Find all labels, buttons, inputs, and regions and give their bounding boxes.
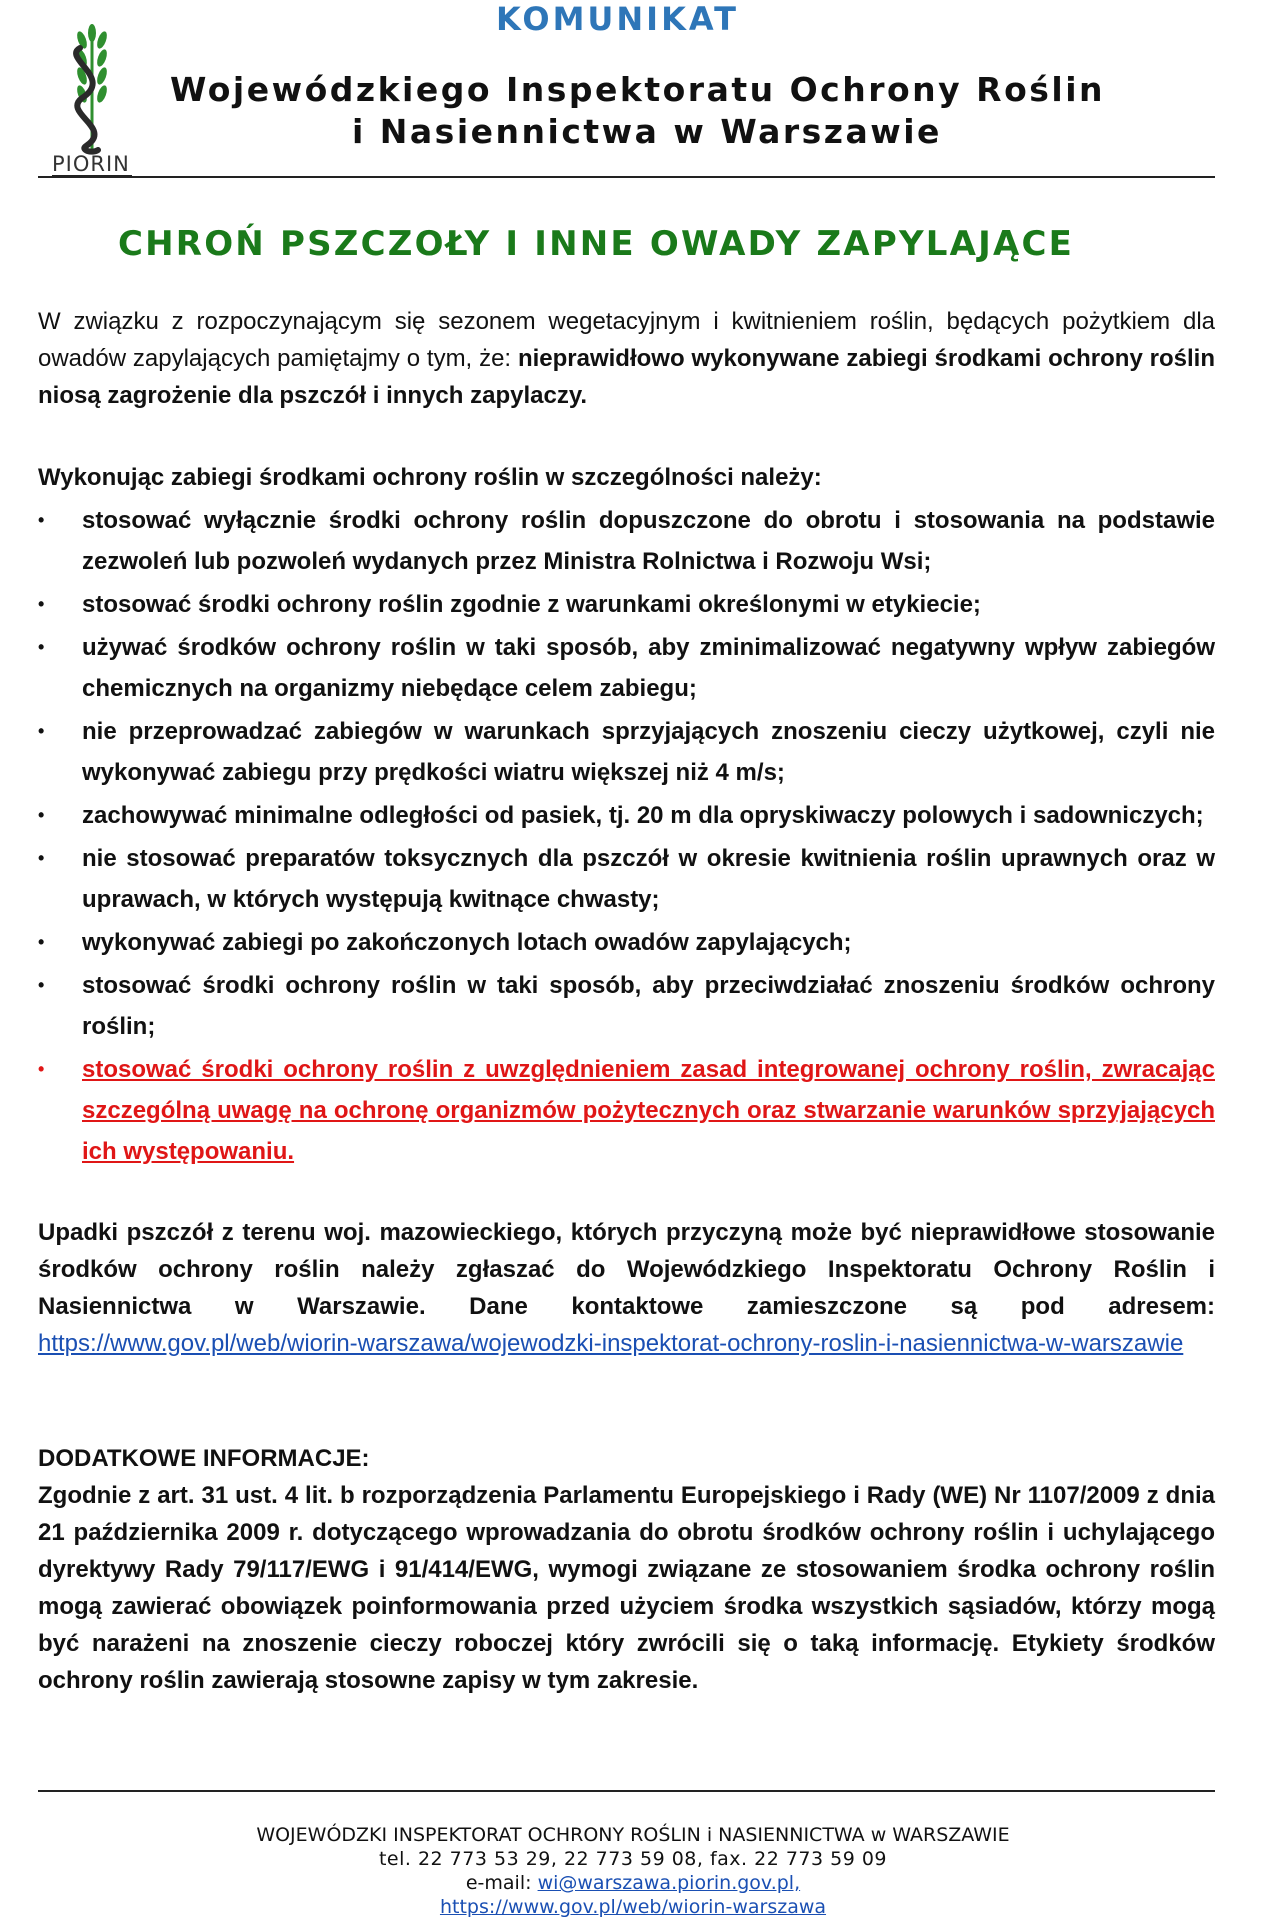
reporting-paragraph (38, 1214, 1215, 1362)
bullet-icon: • (38, 1059, 45, 1079)
bullet-icon: • (38, 932, 45, 952)
footer-email-label: e-mail: (465, 1872, 538, 1894)
recommendations-list (38, 500, 1215, 1174)
footer-website-link[interactable]: https://www.gov.pl/web/wiorin-warszawa (439, 1896, 827, 1918)
footer-email-link[interactable]: wi@warszawa.piorin.gov.pl, (537, 1872, 801, 1894)
bullet-icon: • (38, 975, 45, 995)
intro-bold-text: nieprawidłowo wykonywane zabiegi środkami ochrony roślin niosą zagrożenie dla pszczół i innych zapylaczy. (38, 345, 1215, 409)
header-divider (38, 176, 1215, 178)
list-lead: Wykonując zabiegi środkami ochrony roślin w szczególności należy: (38, 464, 822, 491)
institution-name-line1: Wojewódzkiego Inspektoratu Ochrony Roślin (170, 70, 1105, 109)
bullet-icon: • (38, 594, 45, 614)
institution-name-line2: i Nasiennictwa w Warszawie (352, 112, 942, 151)
bullet-icon: • (38, 510, 45, 530)
additional-info-paragraph: Zgodnie z art. 31 ust. 4 lit. b rozporządzenia Parlamentu Europejskiego i Rady (WE) Nr 1107/2009 z dnia 21 października 2009 r. dotyczącego wprowadzania do obrotu środków ochrony roślin i uchylającego dyrektywy Rady 79/117/EWG i 91/414/EWG, wymogi związane ze stosowaniem środka ochrony roślin mogą zawierać obowiązek poinformowania przed użyciem środka wszystkich sąsiadów, którzy mogą być narażeni na znoszenie cieczy roboczej który zwrócili się o taką informację. Etykiety środków ochrony roślin zawierają stosowne zapisy w tym zakresie. (38, 1482, 1215, 1694)
list-item: • nie stosować preparatów toksycznych dla pszczół w okresie kwitnienia roślin uprawnych oraz w uprawach, w których występują kwitnące chwasty; (38, 838, 1215, 920)
bullet-icon: • (38, 848, 45, 868)
list-item: • używać środków ochrony roślin w taki sposób, aby zminimalizować negatywny wpływ zabiegów chemicznych na organizmy niebędące celem zabiegu; (38, 627, 1215, 709)
logo-text: PIORIN (52, 152, 130, 176)
list-item: • zachowywać minimalne odległości od pasiek, tj. 20 m dla opryskiwaczy polowych i sadowniczych; (38, 795, 1215, 836)
footer-phones: tel. 22 773 53 29, 22 773 59 08, fax. 22 773 59 09 (378, 1848, 888, 1870)
list-item: • wykonywać zabiegi po zakończonych lotach owadów zapylających; (38, 922, 1215, 963)
contact-page-link[interactable]: https://www.gov.pl/web/wiorin-warszawa/wojewodzki-inspektorat-ochrony-roslin-i-nasiennictwa-w-warszawie (38, 1330, 1184, 1357)
list-item: • stosować wyłącznie środki ochrony roślin dopuszczone do obrotu i stosowania na podstawie zezwoleń lub pozwoleń wydanych przez Ministra Rolnictwa i Rozwoju Wsi; (38, 500, 1215, 582)
list-item: • stosować środki ochrony roślin w taki sposób, aby przeciwdziałać znoszeniu środków ochrony roślin; (38, 965, 1215, 1047)
bullet-icon: • (38, 637, 45, 657)
footer-website-line (0, 1896, 1266, 1918)
komunikat-heading: KOMUNIKAT (496, 0, 739, 38)
intro-paragraph (38, 303, 1215, 414)
list-item-highlighted: • stosować środki ochrony roślin z uwzględnieniem zasad integrowanej ochrony roślin, zwracając szczególną uwagę na ochronę organizmów pożytecznych oraz stwarzanie warunków sprzyjających ich występowaniu. (38, 1049, 1215, 1172)
page-title: CHROŃ PSZCZOŁY I INNE OWADY ZAPYLAJĄCE (118, 224, 1075, 264)
footer-institution-name: WOJEWÓDZKI INSPEKTORAT OCHRONY ROŚLIN i NASIENNICTWA w WARSZAWIE (256, 1824, 1010, 1846)
list-item: • stosować środki ochrony roślin zgodnie z warunkami określonymi w etykiecie; (38, 584, 1215, 625)
additional-info-heading: DODATKOWE INFORMACJE: (38, 1445, 370, 1472)
footer-email-line (0, 1872, 1266, 1894)
footer-divider (38, 1790, 1215, 1792)
list-item: • nie przeprowadzać zabiegów w warunkach sprzyjających znoszeniu cieczy użytkowej, czyli nie wykonywać zabiegu przy prędkości wiatru większej niż 4 m/s; (38, 711, 1215, 793)
bullet-icon: • (38, 805, 45, 825)
bullet-icon: • (38, 721, 45, 741)
intro-text: W związku z rozpoczynającym się sezonem wegetacyjnym i kwitnieniem roślin, będących pożytkiem dla owadów zapylających pamiętajmy o tym, że: (38, 308, 1215, 372)
reporting-text: Upadki pszczół z terenu woj. mazowieckiego, których przyczyną może być nieprawidłowe stosowanie środków ochrony roślin należy zgłaszać do Wojewódzkiego Inspektoratu Ochrony Roślin i Nasiennictwa w Warszawie. Dane kontaktowe zamieszczone są pod adresem: (38, 1219, 1215, 1320)
serpent-icon (76, 48, 98, 152)
